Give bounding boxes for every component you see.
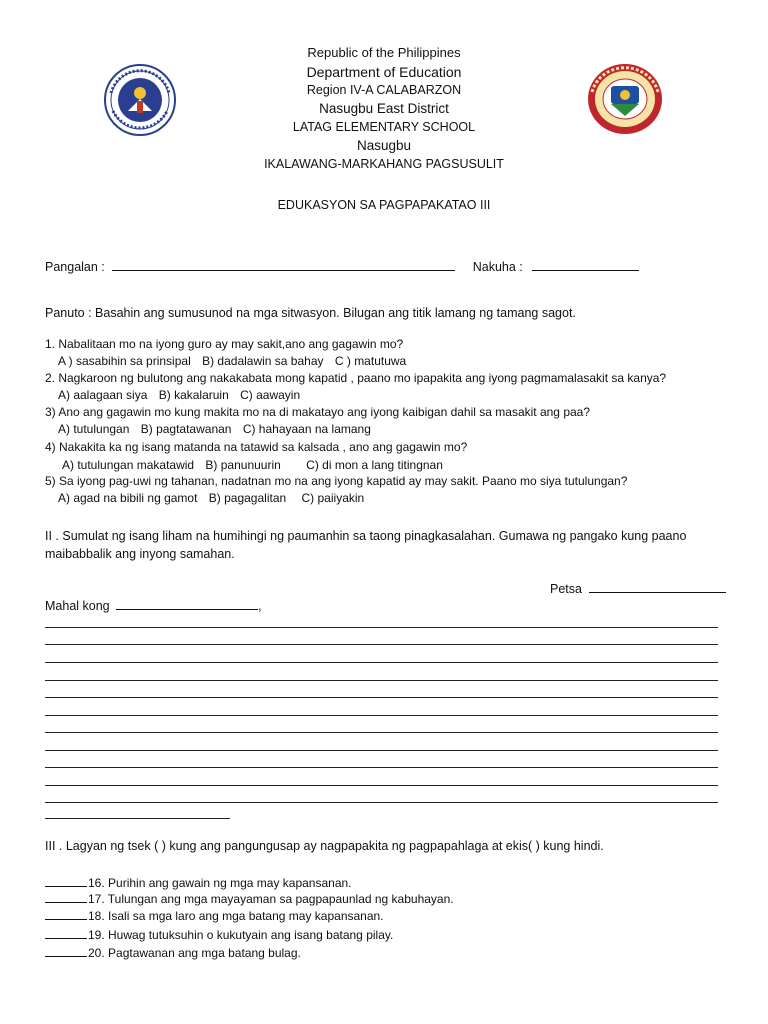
instructions: Panuto : Basahin ang sumusunod na mga sitwasyon. Bilugan ang titik lamang ng tamang sagot.: [45, 306, 576, 320]
item-20-blank[interactable]: [45, 945, 87, 957]
question-3: 3) Ano ang gagawin mo kung makita mo na di makatayo ang iyong kaibigan dahil sa masakit ang paa?: [45, 405, 591, 419]
header-department: Department of Education: [306, 63, 462, 80]
question-5: 5) Sa iyong pag-uwi ng tahanan, nadatnan mo na ang iyong kapatid ay may sakit. Paano mo siya tutulungan?: [45, 474, 628, 488]
date-row: [550, 581, 726, 598]
letterhead: [0, 44, 768, 174]
item-19-text: 19. Huwag tutuksuhin o kukutyain ang isang batang pilay.: [88, 928, 394, 942]
greeting-label: Mahal kong: [45, 599, 110, 613]
greeting-row: [45, 598, 262, 615]
header-school: LATAG ELEMENTARY SCHOOL: [292, 120, 476, 134]
header-region: Region IV-A CALABARZON: [306, 83, 462, 97]
header-republic: Republic of the Philippines: [307, 45, 461, 60]
choice-3a[interactable]: A) tutulungan: [58, 422, 130, 436]
item-18: [45, 908, 384, 923]
score-label: Nakuha :: [472, 260, 523, 274]
choice-4c[interactable]: C) di mon a lang titingnan: [306, 458, 443, 472]
choice-4b[interactable]: B) panunuurin: [205, 458, 281, 472]
question-4-choices: [62, 457, 443, 474]
date-label: Petsa: [550, 582, 582, 596]
part2-instructions-line1: II . Sumulat ng isang liham na humihingi ng paumanhin sa taong pinagkasalahan. Gumawa ng pangako kung paano: [45, 529, 687, 543]
item-19: [45, 927, 393, 942]
choice-1a[interactable]: A ) sasabihin sa prinsipal: [58, 354, 191, 368]
item-16-text: 16. Purihin ang gawain ng mga may kapansanan.: [88, 876, 352, 890]
item-18-text: 18. Isali sa mga laro ang mga batang may kapansanan.: [88, 909, 384, 923]
subject-title: EDUKASYON SA PAGPAPAKATAO III: [277, 198, 491, 212]
part3-instructions: III . Lagyan ng tsek ( ) kung ang pangungusap ay nagpapakita ng pagpapahlaga at ekis( ) kung hindi.: [45, 839, 604, 853]
choice-2a[interactable]: A) aalagaan siya: [58, 388, 148, 402]
part2-instructions-line2: maibabbalik ang inyong samahan.: [45, 547, 235, 561]
name-blank[interactable]: [112, 258, 455, 271]
score-blank[interactable]: [532, 258, 639, 271]
choice-5b[interactable]: B) pagagalitan: [208, 491, 287, 505]
letter-line[interactable]: [45, 802, 718, 803]
header-exam-title: IKALAWANG-MARKAHANG PAGSUSULIT: [264, 157, 504, 171]
choice-4a[interactable]: A) tutulungan makatawid: [62, 458, 195, 472]
name-score-row: [45, 258, 639, 274]
letter-line[interactable]: [45, 662, 718, 663]
item-17-text: 17. Tulungan ang mga mayayaman sa pagpapaunlad ng kabuhayan.: [88, 892, 454, 906]
greeting-blank[interactable]: [116, 598, 258, 610]
choice-5a[interactable]: A) agad na bibili ng gamot: [58, 491, 198, 505]
letter-line[interactable]: [45, 644, 718, 645]
header-town: Nasugbu: [356, 137, 412, 153]
letter-line[interactable]: [45, 785, 718, 786]
question-5-choices: [58, 490, 364, 507]
choice-5c[interactable]: C) paiiyakin: [301, 491, 365, 505]
item-20: [45, 945, 301, 960]
item-20-text: 20. Pagtawanan ang mga batang bulag.: [88, 946, 301, 960]
date-blank[interactable]: [589, 581, 726, 593]
item-18-blank[interactable]: [45, 908, 87, 920]
choice-1c[interactable]: C ) matutuwa: [334, 354, 407, 368]
letter-line[interactable]: [45, 627, 718, 628]
choice-3b[interactable]: B) pagtatawanan: [140, 422, 232, 436]
letter-line[interactable]: [45, 767, 718, 768]
letter-line[interactable]: [45, 750, 718, 751]
name-label: Pangalan :: [45, 260, 105, 274]
choice-3c[interactable]: C) hahayaan na lamang: [242, 422, 371, 436]
item-17-blank[interactable]: [45, 891, 87, 903]
choice-2b[interactable]: B) kakalaruin: [158, 388, 229, 402]
choice-2c[interactable]: C) aawayin: [240, 388, 301, 402]
question-1-choices: [58, 353, 406, 370]
letter-line[interactable]: [45, 680, 718, 681]
letter-line-short[interactable]: [45, 818, 230, 819]
letter-line[interactable]: [45, 715, 718, 716]
greeting-comma: ,: [258, 599, 262, 613]
question-1: 1. Nabalitaan mo na iyong guro ay may sakit,ano ang gagawin mo?: [45, 337, 404, 351]
item-17: [45, 891, 454, 906]
item-16-blank[interactable]: [45, 875, 87, 887]
question-3-choices: [58, 421, 371, 438]
item-16: [45, 875, 352, 890]
letter-line[interactable]: [45, 697, 718, 698]
item-19-blank[interactable]: [45, 927, 87, 939]
question-4: 4) Nakakita ka ng isang matanda na tatawid sa kalsada , ano ang gagawin mo?: [45, 440, 468, 454]
header-district: Nasugbu East District: [319, 100, 449, 116]
letter-line[interactable]: [45, 732, 718, 733]
choice-1b[interactable]: B) dadalawin sa bahay: [202, 354, 324, 368]
question-2: 2. Nagkaroon ng bulutong ang nakakabata mong kapatid , paano mo ipapakita ang iyong pagmamalasakit sa kanya?: [45, 371, 667, 385]
question-2-choices: [58, 387, 300, 404]
